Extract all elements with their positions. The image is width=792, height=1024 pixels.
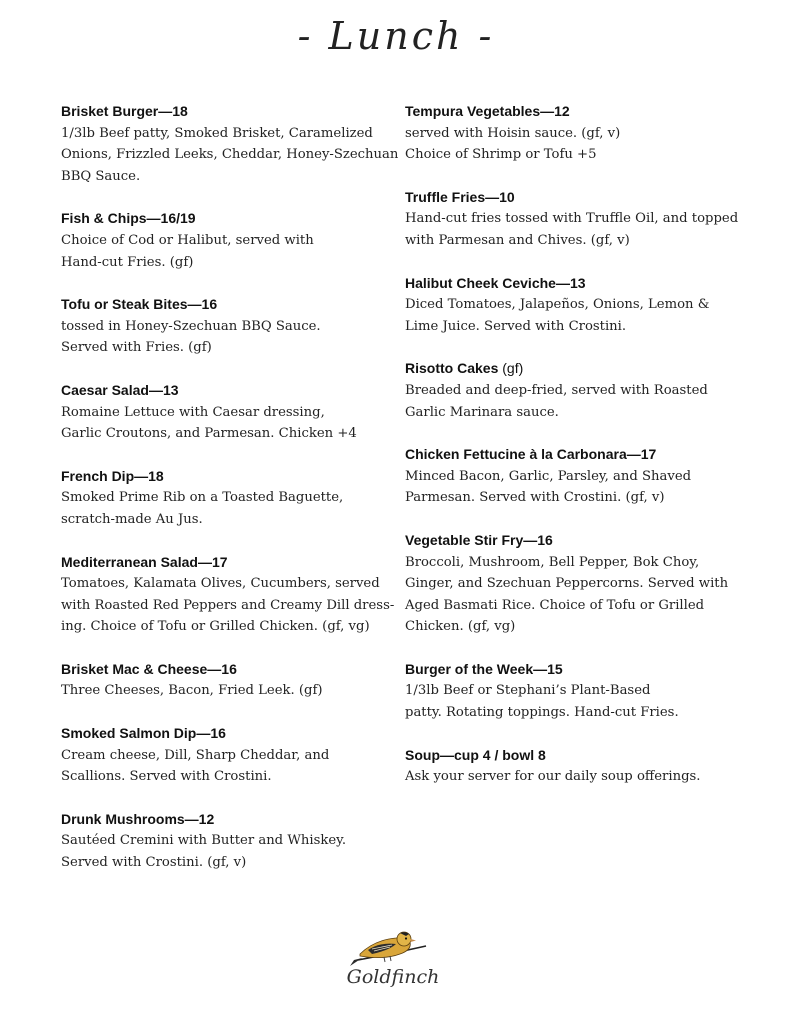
menu-item bbox=[405, 273, 735, 338]
menu-item bbox=[405, 530, 735, 638]
description-line: served with Hoisin sauce. (gf, v) bbox=[405, 125, 621, 141]
menu-item bbox=[405, 745, 735, 788]
menu-item-description bbox=[61, 487, 386, 530]
menu-item-name: Vegetable Stir Fry—16 bbox=[405, 531, 553, 548]
description-line: Choice of Shrimp or Tofu +5 bbox=[405, 147, 597, 163]
description-line: Lime Juice. Served with Crostini. bbox=[405, 318, 627, 334]
menu-item-name: Tofu or Steak Bites—16 bbox=[61, 296, 218, 313]
description-line: Minced Bacon, Garlic, Parsley, and Shaved bbox=[405, 468, 692, 484]
description-line: Romaine Lettuce with Caesar dressing, bbox=[61, 404, 325, 420]
description-line: Ginger, and Szechuan Peppercorns. Served with bbox=[405, 576, 729, 592]
menu-item-description bbox=[405, 294, 735, 337]
description-line: 1/3lb Beef or Stephani’s Plant-Based bbox=[405, 683, 651, 699]
description-line: tossed in Honey-Szechuan BBQ Sauce. bbox=[61, 318, 321, 334]
menu-item bbox=[405, 187, 739, 252]
menu-item-description bbox=[61, 123, 399, 188]
description-line: Chicken. (gf, vg) bbox=[405, 619, 516, 635]
menu-item-description bbox=[405, 466, 735, 509]
description-line: Parmesan. Served with Crostini. (gf, v) bbox=[405, 490, 665, 506]
menu-item-description bbox=[405, 766, 735, 788]
menu-item-description bbox=[61, 573, 395, 638]
description-line: BBQ Sauce. bbox=[61, 168, 141, 184]
menu-item-description bbox=[61, 680, 386, 702]
menu-item bbox=[61, 723, 386, 788]
description-line: Sautéed Cremini with Butter and Whiskey. bbox=[61, 833, 347, 849]
menu-item-title bbox=[61, 809, 386, 831]
description-line: Garlic Marinara sauce. bbox=[405, 404, 559, 420]
menu-item-name: Mediterranean Salad—17 bbox=[61, 553, 228, 570]
menu-item-description bbox=[405, 380, 735, 423]
menu-item-name: Brisket Mac & Cheese—16 bbox=[61, 660, 237, 677]
menu-item-title bbox=[61, 380, 386, 402]
menu-item-name: Fish & Chips—16/19 bbox=[61, 210, 196, 227]
description-line: Broccoli, Mushroom, Bell Pepper, Bok Choy, bbox=[405, 554, 700, 570]
menu-item-title bbox=[61, 466, 386, 488]
description-line: Smoked Prime Rib on a Toasted Baguette, bbox=[61, 490, 344, 506]
description-line: Breaded and deep-fried, served with Roasted bbox=[405, 382, 708, 398]
menu-item-title bbox=[405, 187, 735, 209]
description-line: Scallions. Served with Crostini. bbox=[61, 769, 272, 785]
menu-item-description bbox=[405, 123, 735, 166]
description-line: Choice of Cod or Halibut, served with bbox=[61, 232, 314, 248]
menu-item-name: Drunk Mushrooms—12 bbox=[61, 810, 215, 827]
description-line: Three Cheeses, Bacon, Fried Leek. (gf) bbox=[61, 683, 323, 699]
menu-item-name: Burger of the Week—15 bbox=[405, 660, 563, 677]
menu-item-title bbox=[405, 101, 735, 123]
menu-item-description bbox=[61, 316, 386, 359]
menu-item-name: Soup—cup 4 / bowl 8 bbox=[405, 746, 546, 763]
menu-item bbox=[61, 380, 386, 445]
menu-item-name: Chicken Fettucine à la Carbonara—17 bbox=[405, 446, 657, 463]
menu-item-title bbox=[61, 294, 386, 316]
description-line: 1/3lb Beef patty, Smoked Brisket, Caramelized bbox=[61, 125, 373, 141]
menu-item bbox=[61, 208, 386, 273]
menu-item-name: Risotto Cakes bbox=[405, 360, 499, 377]
menu-item-name: Brisket Burger—18 bbox=[61, 103, 188, 119]
description-line: Aged Basmati Rice. Choice of Tofu or Grilled bbox=[405, 597, 705, 613]
menu-item-title bbox=[61, 659, 386, 681]
right-column bbox=[405, 101, 739, 809]
description-line: Tomatoes, Kalamata Olives, Cucumbers, served bbox=[61, 576, 380, 592]
description-line: Ask your server for our daily soup offerings. bbox=[405, 769, 701, 785]
menu-item-description bbox=[405, 208, 739, 251]
menu-item-title bbox=[405, 358, 735, 380]
menu-item bbox=[61, 552, 395, 638]
description-line: with Parmesan and Chives. (gf, v) bbox=[405, 232, 630, 248]
description-line: Diced Tomatoes, Jalapeños, Onions, Lemon & bbox=[405, 297, 710, 313]
menu-title: - Lunch - bbox=[297, 14, 495, 58]
menu-item-description bbox=[61, 402, 386, 445]
menu-item bbox=[405, 358, 735, 423]
menu-item bbox=[61, 809, 386, 874]
menu-item-tag: (gf) bbox=[498, 360, 524, 377]
menu-item-title bbox=[405, 659, 735, 681]
description-line: Cream cheese, Dill, Sharp Cheddar, and bbox=[61, 747, 330, 763]
menu-item-title bbox=[61, 208, 386, 230]
description-line: Served with Crostini. (gf, v) bbox=[61, 855, 247, 871]
menu-item-description bbox=[61, 830, 386, 873]
menu-item-title bbox=[61, 723, 386, 745]
menu-item-title bbox=[405, 530, 735, 552]
description-line: with Roasted Red Peppers and Creamy Dill dress- bbox=[61, 597, 395, 613]
menu-item-title bbox=[405, 444, 735, 466]
description-line: Garlic Croutons, and Parmesan. Chicken +4 bbox=[61, 426, 357, 442]
left-column bbox=[61, 101, 399, 895]
menu-item bbox=[405, 101, 735, 166]
description-line: ing. Choice of Tofu or Grilled Chicken. (gf, vg) bbox=[61, 619, 370, 635]
goldfinch-bird-icon bbox=[340, 920, 450, 1006]
menu-item bbox=[61, 101, 399, 187]
menu-item-name: French Dip—18 bbox=[61, 467, 164, 484]
menu-item-description bbox=[61, 745, 386, 788]
description-line: patty. Rotating toppings. Hand-cut Fries. bbox=[405, 705, 679, 721]
menu-item-title bbox=[405, 745, 735, 767]
menu-item-name: Truffle Fries—10 bbox=[405, 188, 515, 205]
menu-item-name: Halibut Cheek Ceviche—13 bbox=[405, 274, 586, 291]
menu-item bbox=[61, 659, 386, 702]
menu-item bbox=[61, 294, 386, 359]
menu-item-name: Tempura Vegetables—12 bbox=[405, 103, 570, 119]
menu-item-title bbox=[61, 552, 386, 574]
menu-item bbox=[405, 444, 735, 509]
menu-item-title bbox=[61, 101, 386, 123]
description-line: Hand-cut Fries. (gf) bbox=[61, 254, 194, 270]
description-line: Onions, Frizzled Leeks, Cheddar, Honey-Szechuan bbox=[61, 147, 399, 163]
description-line: scratch-made Au Jus. bbox=[61, 511, 203, 527]
menu-item-title bbox=[405, 273, 735, 295]
menu-item-description bbox=[405, 552, 735, 638]
description-line: Served with Fries. (gf) bbox=[61, 340, 212, 356]
menu-item-description bbox=[405, 680, 735, 723]
description-line: Hand-cut fries tossed with Truffle Oil, and topped bbox=[405, 211, 739, 227]
menu-item-name: Smoked Salmon Dip—16 bbox=[61, 725, 226, 742]
logo-wordmark: Goldfinch bbox=[346, 966, 440, 988]
menu-item-name: Caesar Salad—13 bbox=[61, 381, 179, 398]
menu-item bbox=[405, 659, 735, 724]
menu-item-description bbox=[61, 230, 386, 273]
menu-item bbox=[61, 466, 386, 531]
